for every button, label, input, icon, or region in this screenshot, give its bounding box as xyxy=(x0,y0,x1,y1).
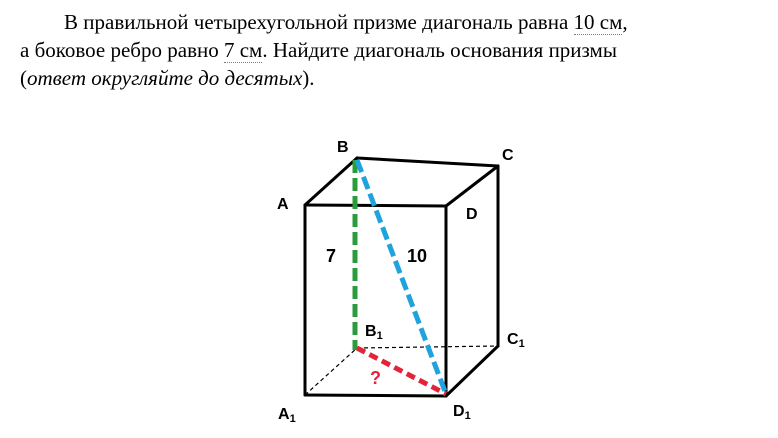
edge-a-b xyxy=(305,158,357,205)
vertex-label-a1-letter: A xyxy=(278,406,290,423)
edge-length-label: 7 xyxy=(326,246,337,266)
vertex-label-c1 xyxy=(507,331,525,350)
vertex-label-d: D xyxy=(466,206,478,223)
problem-line-3-open: ( xyxy=(20,66,27,90)
vertex-label-b1 xyxy=(365,323,383,342)
problem-line-2-start: а боковое ребро равно xyxy=(20,38,224,62)
vertex-label-a1-subscript: 1 xyxy=(289,413,296,425)
problem-line-1-start: В правильной четырехугольной призме диагональ равна xyxy=(64,10,574,34)
vertex-label-d1 xyxy=(453,403,471,422)
diagonal-length-label: 10 xyxy=(407,246,428,266)
vertex-label-b1-subscript: 1 xyxy=(376,330,383,342)
edge-b-c xyxy=(357,158,498,166)
vertex-label-b: B xyxy=(337,139,349,156)
vertex-label-d1-letter: D xyxy=(453,403,465,420)
problem-line-2-end: . Найдите диагональ основания призмы xyxy=(262,38,617,62)
unknown-diagonal-label: ? xyxy=(370,368,381,388)
vertex-label-d1-subscript: 1 xyxy=(464,410,471,422)
vertex-label-c: C xyxy=(502,147,514,164)
prism-edges xyxy=(305,158,498,396)
lateral-edge-length: 7 см xyxy=(223,38,263,62)
hidden-edge-a1-b1 xyxy=(305,348,357,395)
space-diagonal-b-d1 xyxy=(357,160,446,394)
vertex-label-b1-letter: B xyxy=(365,323,377,340)
vertex-label-a1 xyxy=(278,406,296,425)
edge-d1-c1 xyxy=(446,346,498,396)
problem-line-3-close: ). xyxy=(302,66,315,90)
vertex-label-c1-letter: C xyxy=(507,331,519,348)
vertex-label-a: A xyxy=(277,196,289,213)
diagonal-length: 10 см xyxy=(573,10,623,34)
vertex-label-c1-subscript: 1 xyxy=(518,338,525,350)
edge-a1-d1 xyxy=(305,395,446,396)
answer-instruction: ответ округляйте до десятых xyxy=(27,66,303,90)
edge-c-d xyxy=(446,166,498,206)
problem-line-1-end: , xyxy=(622,10,628,34)
